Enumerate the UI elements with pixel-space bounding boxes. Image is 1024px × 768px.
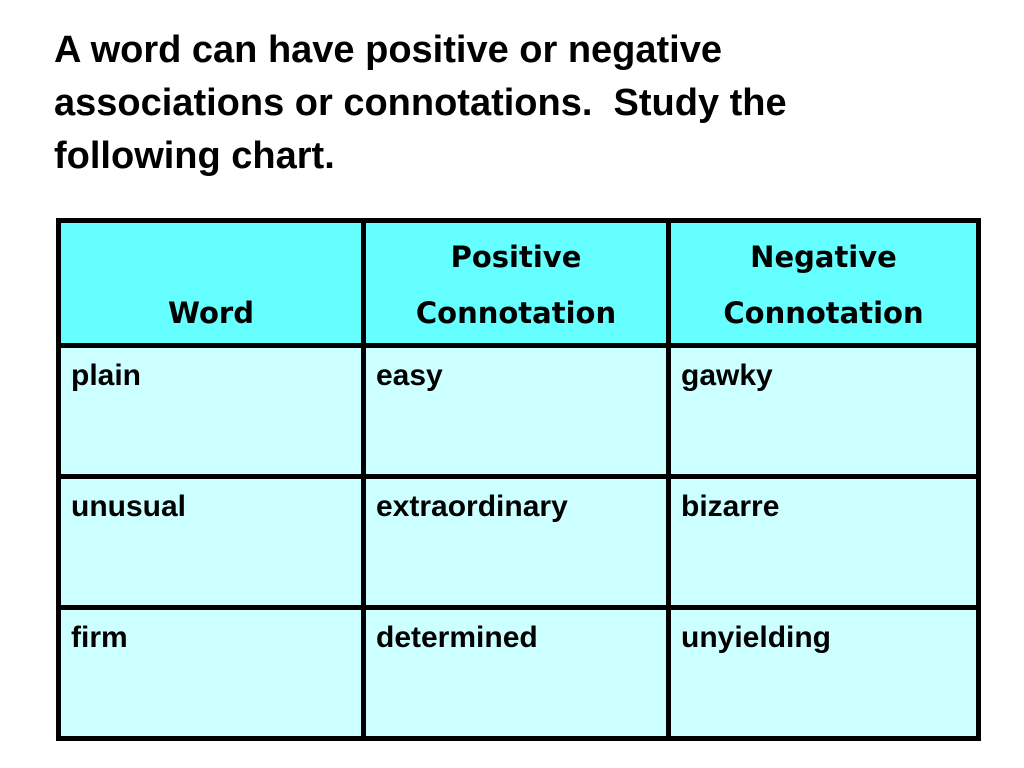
header-negative-line-1: Negative xyxy=(750,240,897,274)
connotation-chart xyxy=(56,218,976,704)
title-line-1: A word can have positive or negative xyxy=(54,29,723,71)
header-negative-connotation xyxy=(669,221,979,346)
cell-positive: determined xyxy=(364,608,669,739)
table-header-row xyxy=(59,221,979,346)
header-positive-line-2: Connotation xyxy=(415,296,617,330)
cell-positive: extraordinary xyxy=(364,477,669,608)
cell-negative: unyielding xyxy=(669,608,979,739)
cell-word: unusual xyxy=(59,477,364,608)
connotation-table xyxy=(56,218,981,741)
cell-word: plain xyxy=(59,346,364,477)
header-word-line-2: Word xyxy=(168,296,254,330)
cell-negative: bizarre xyxy=(669,477,979,608)
slide-title xyxy=(54,24,994,183)
title-line-3: following chart. xyxy=(54,135,335,177)
table-row xyxy=(59,477,979,608)
cell-word: firm xyxy=(59,608,364,739)
cell-positive: easy xyxy=(364,346,669,477)
header-positive-connotation xyxy=(364,221,669,346)
header-negative-line-2: Connotation xyxy=(723,296,924,330)
cell-negative: gawky xyxy=(669,346,979,477)
table-row xyxy=(59,346,979,477)
header-word xyxy=(59,221,364,346)
table-row xyxy=(59,608,979,739)
header-positive-line-1: Positive xyxy=(450,240,582,274)
title-line-2: associations or connotations. Study the xyxy=(54,82,787,124)
